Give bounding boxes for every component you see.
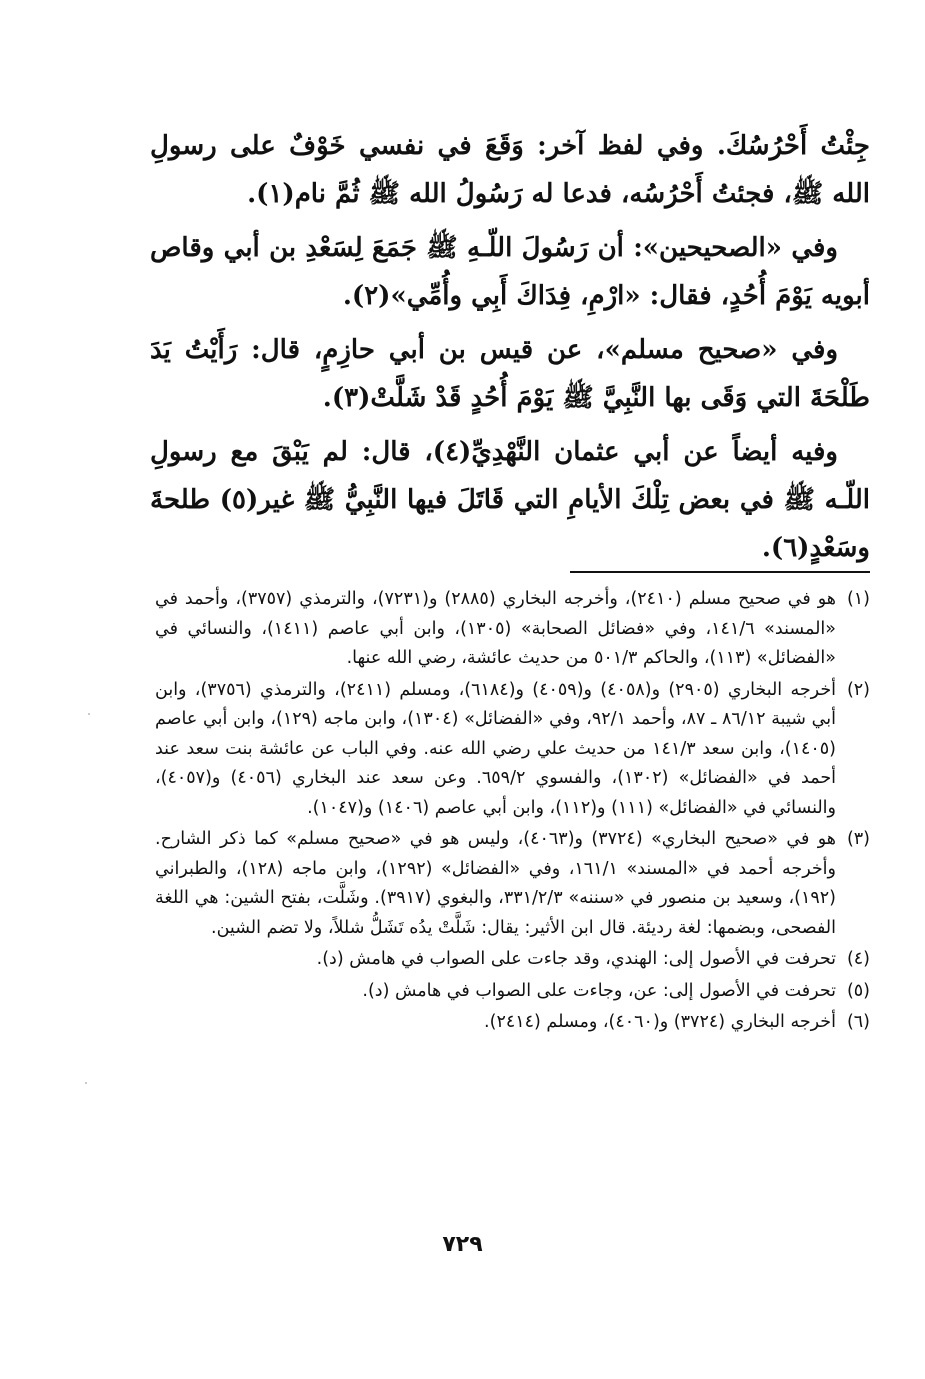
footnote-number: (٦) [846,1012,870,1032]
main-paragraph: جِئْتُ أَحْرُسُكَ. وفي لفظ آخر: وَقَعَ في نفسي خَوْفٌ على رسولِ الله ﷺ، فجئتُ أَحْرُسُه، فدعا له رَسُولُ الله ﷺ ثُمَّ نام(١). [150,131,870,209]
footnote-number: (٣) [846,829,870,849]
footnote-text: أخرجه البخاري (٢٩٠٥) و(٤٠٥٨) و(٤٠٥٩) و(٦١٨٤)، ومسلم (٢٤١١)، والترمذي (٣٧٥٦)، وابن أبي شيبة ٨٦/١٢ ـ ٨٧، وأحمد ٩٢/١، وفي «الفضائل» (١٣٠٤)، وابن ماجه (١٢٩)، وابن أبي عاصم (١٤٠٥)، وابن سعد ١٤١/٣ من حديث علي رضي الله عنه. وفي الباب عن عائشة بنت سعد عند أحمد في «الفضائل» (١٣٠٢)، والفسوي ٦٥٩/٢. وعن سعد عند البخاري (٤٠٥٦) و(٤٠٥٧)، والنسائي في «الفضائل» (١١١) و(١١٢)، وابن أبي عاصم (١٤٠٦) و(١٠٤٧). [155,679,837,818]
main-text [150,122,870,578]
scan-speck [88,713,90,715]
footnote-text: تحرفت في الأصول إلى: عن، وجاءت على الصواب في هامش (د). [362,980,836,1001]
footnote-text: أخرجه البخاري (٣٧٢٤) و(٤٠٦٠)، ومسلم (٢٤١٤). [484,1012,836,1032]
footnote-text: تحرفت في الأصول إلى: الهندي، وقد جاءت على الصواب في هامش (د). [316,949,836,969]
footnote-number: (١) [846,589,870,609]
main-paragraph: وفي «صحيح مسلم»، عن قيس بن أبي حازِمٍ، قال: رَأَيْتُ يَدَ طَلْحَةَ التي وَقَى بها النَّبِيَّ ﷺ يَوْمَ أُحُدٍ قَدْ شَلَّتْ(٣). [150,335,870,413]
footnote [155,585,870,674]
footnote-number: (٥) [846,980,870,1001]
scan-speck [85,1082,87,1084]
footnotes [155,585,870,1040]
footnote [155,676,870,824]
footnote [155,977,870,1007]
main-paragraph: وفيه أيضاً عن أبي عثمان النَّهْدِيِّ(٤)، قال: لم يَبْقَ مع رسولِ اللّـه ﷺ في بعض تِلْكَ الأيامِ التي قَاتَلَ فيها النَّبِيُّ ﷺ غير(٥) طلحةَ وسَعْدٍ(٦). [150,437,870,563]
footnote [155,1008,870,1038]
footnote-text: هو في «صحيح البخاري» (٣٧٢٤) و(٤٠٦٣)، وليس هو في «صحيح مسلم» كما ذكر الشارح. وأخرجه أحمد في «المسند» ١٦١/١، وفي «الفضائل» (١٢٩٢)، وابن ماجه (١٢٨)، والطبراني (١٩٢)، وسعيد بن منصور في «سننه» ٣٣١/٢/٣، والبغوي (٣٩١٧). وشَلَّت، بفتح الشين: هي اللغة الفصحى، وبضمها: لغة رديئة. قال ابن الأثير: يقال: شَلَّتْ يدُه تَشَلُّ شللاً، ولا تضم الشين. [155,829,837,938]
footnote [155,945,870,975]
page-number: ٧٢٩ [442,1232,483,1257]
footnote-number: (٤) [846,949,870,969]
footnote-number: (٢) [846,679,870,700]
main-paragraph: وفي «الصحيحين»: أن رَسُولَ اللّـهِ ﷺ جَمَعَ لِسَعْدِ بن أبي وقاص أبويه يَوْمَ أُحُدٍ، فقال: «ارْمِ، فِدَاكَ أَبِي وأُمِّي»(٢). [150,233,870,311]
footnote [155,825,870,943]
footnote-text: هو في صحيح مسلم (٢٤١٠)، وأخرجه البخاري (٢٨٨٥) و(٧٢٣١)، والترمذي (٣٧٥٧)، وأحمد في «المسند» ١٤١/٦، وفي «فضائل الصحابة» (١٣٠٥)، وابن أبي عاصم (١٤١١)، والنسائي في «الفضائل» (١١٣)، والحاكم ٥٠١/٣ من حديث عائشة، رضي الله عنها. [155,589,836,668]
footnote-separator [570,571,870,573]
